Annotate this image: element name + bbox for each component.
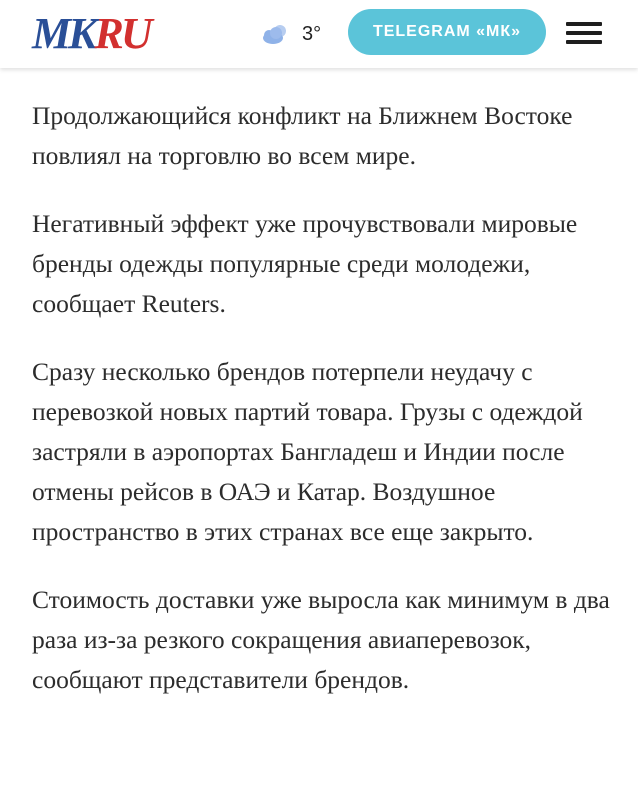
article-paragraph: Стоимость доставки уже выросла как минимум в два раза из-за резкого сокращения авиаперевозок, сообщают представители брендов.: [32, 585, 610, 694]
menu-bar: [566, 40, 602, 44]
article-body: [32, 96, 612, 728]
cloud-sun-icon: [260, 22, 292, 46]
article-paragraph: Сразу несколько брендов потерпели неудачу с перевозкой новых партий товара. Грузы с одеждой застряли в аэропортах Бангладеш и Индии после отмены рейсов в ОАЭ и Катар. Воздушное пространство в этих странах все еще закрыто.: [32, 357, 583, 546]
logo-mk: MK: [32, 9, 95, 58]
weather-widget[interactable]: [260, 14, 321, 54]
site-logo[interactable]: [32, 6, 150, 62]
article-paragraph: Продолжающийся конфликт на Ближнем Востоке повлиял на торговлю во всем мире.: [32, 101, 573, 170]
article-paragraph: Негативный эффект уже прочувствовали мировые бренды одежды популярные среди молодежи, сообщает Reuters.: [32, 209, 578, 318]
logo-ru: RU: [94, 9, 150, 58]
menu-bar: [566, 22, 602, 26]
menu-bar: [566, 31, 602, 35]
site-header: [0, 0, 638, 68]
telegram-button[interactable]: TELEGRAM «МК»: [348, 9, 546, 55]
weather-temperature: 3°: [302, 22, 322, 45]
hamburger-menu-icon[interactable]: [564, 20, 604, 46]
